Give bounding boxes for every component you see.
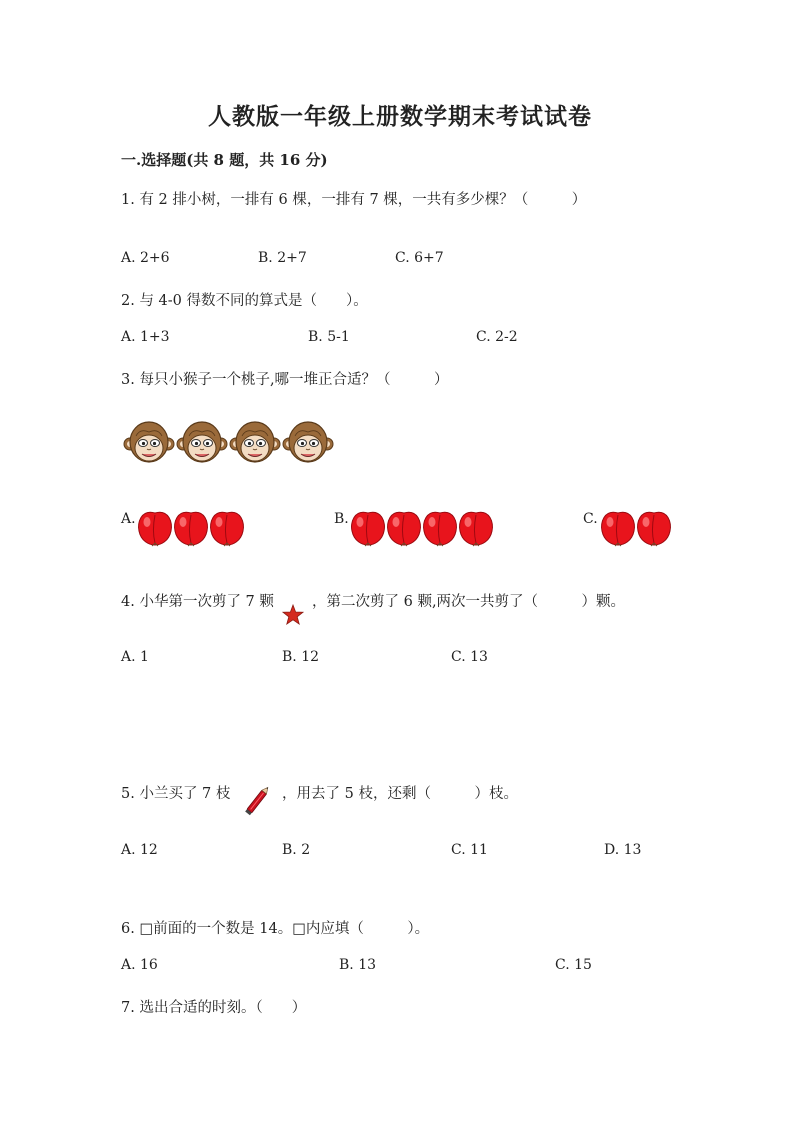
question-5-part-1: 5. 小兰买了 7 枝 — [121, 786, 231, 802]
question-6: 6. □前面的一个数是 14。□内应填（ ）。 — [121, 921, 430, 937]
q4-option-c[interactable]: C. 13 — [451, 649, 488, 665]
page-title: 人教版一年级上册数学期末考试试卷 — [208, 103, 592, 130]
peach-icon — [209, 507, 245, 547]
q2-option-b[interactable]: B. 5-1 — [308, 329, 350, 345]
question-2: 2. 与 4-0 得数不同的算式是（ ）。 — [121, 293, 368, 309]
q6-option-b[interactable]: B. 13 — [339, 957, 377, 973]
q4-option-a[interactable]: A. 1 — [121, 649, 149, 665]
q3-option-b-label[interactable]: B. — [334, 511, 349, 527]
peach-icon — [422, 507, 458, 547]
peach-icon — [350, 507, 386, 547]
q5-option-a[interactable]: A. 12 — [121, 842, 158, 858]
question-7: 7. 选出合适的时刻。（ ） — [121, 1000, 307, 1016]
q2-option-a[interactable]: A. 1+3 — [121, 329, 170, 345]
peach-icon — [458, 507, 494, 547]
q5-option-d[interactable]: D. 13 — [604, 842, 642, 858]
monkey-icon — [177, 420, 227, 466]
pencil-icon — [240, 782, 276, 818]
q6-option-c[interactable]: C. 15 — [555, 957, 592, 973]
section-heading: 一.选择题(共 8 题，共 16 分) — [121, 151, 328, 169]
peach-icon — [636, 507, 672, 547]
q5-option-c[interactable]: C. 11 — [451, 842, 488, 858]
q1-option-a[interactable]: A. 2+6 — [121, 250, 170, 266]
peach-icon — [386, 507, 422, 547]
q5-option-b[interactable]: B. 2 — [282, 842, 311, 858]
question-1: 1. 有 2 排小树，一排有 6 棵，一排有 7 棵，一共有多少棵？（ ） — [121, 192, 587, 208]
question-4-part-2: ，第二次剪了 6 颗,两次一共剪了（ ）颗。 — [312, 594, 626, 610]
q4-option-b[interactable]: B. 12 — [282, 649, 320, 665]
question-3: 3. 每只小猴子一个桃子,哪一堆正合适？（ ） — [121, 372, 449, 388]
question-5-part-2: ，用去了 5 枝，还剩（ ）枝。 — [282, 786, 518, 802]
q2-option-c[interactable]: C. 2-2 — [476, 329, 518, 345]
monkey-icon — [283, 420, 333, 466]
q6-option-a[interactable]: A. 16 — [121, 957, 158, 973]
q1-option-c[interactable]: C. 6+7 — [395, 250, 444, 266]
monkey-icon — [124, 420, 174, 466]
star-icon — [282, 604, 304, 626]
q3-option-c-label[interactable]: C. — [583, 511, 598, 527]
peach-icon — [600, 507, 636, 547]
question-4-part-1: 4. 小华第一次剪了 7 颗 — [121, 594, 274, 610]
peach-icon — [173, 507, 209, 547]
q1-option-b[interactable]: B. 2+7 — [258, 250, 307, 266]
peach-icon — [137, 507, 173, 547]
q3-option-a-label[interactable]: A. — [121, 511, 136, 527]
monkey-icon — [230, 420, 280, 466]
